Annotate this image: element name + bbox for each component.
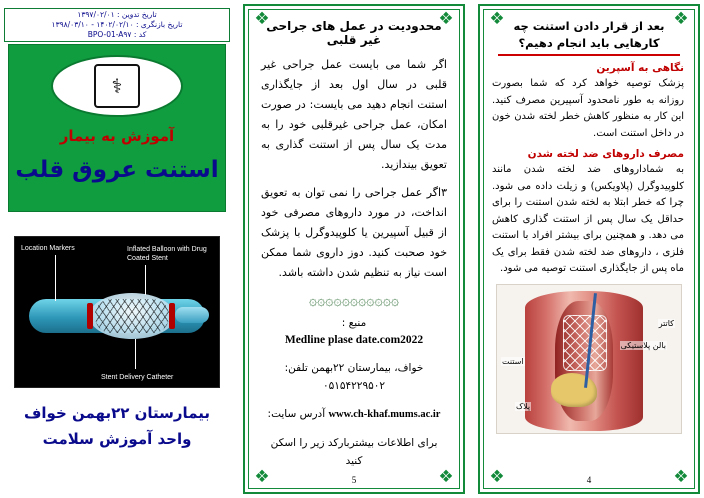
- figure-label-catheter: کاتتر: [658, 318, 674, 328]
- panel-page-4: [478, 4, 700, 494]
- page-number-5: 5: [351, 475, 357, 485]
- panel-cover: [4, 4, 230, 494]
- corner-ornament-icon: ❖: [438, 9, 454, 29]
- corner-ornament-icon: ❖: [673, 467, 689, 487]
- divider-ornament: ۞۞۞۞۞۞۞۞۞۞۞: [308, 293, 400, 309]
- contact-qr-note: برای اطلاعات بیشتربارکد زیر را اسکن کنید: [270, 437, 438, 467]
- contact-website-url[interactable]: www.ch-khaf.mums.ac.ir: [328, 409, 441, 420]
- cover-header-code: کد : BPO-01-A۹۷: [87, 30, 147, 39]
- stent-mesh-shape: [95, 299, 169, 333]
- cover-red-title: آموزش به بیمار: [59, 127, 175, 145]
- corner-ornament-icon: ❖: [254, 9, 270, 29]
- caption-location-markers: Location Markers: [21, 245, 75, 252]
- title-underline: [498, 54, 680, 56]
- leader-line: [135, 339, 136, 369]
- panel-4-title: بعد از قرار دادن استنت چه کارهایی باید انجام دهیم؟: [513, 19, 665, 50]
- contact-phone: خواف، بیمارستان ۲۲بهمن تلفن: ۰۵۱۵۴۲۲۹۵۰۲: [284, 362, 424, 392]
- page-number-4: 4: [586, 475, 592, 485]
- corner-ornament-icon: ❖: [489, 467, 505, 487]
- stent-balloon-catheter-diagram: [14, 236, 220, 388]
- corner-ornament-icon: ❖: [438, 467, 454, 487]
- caption-inflated-balloon: Inflated Balloon with Drug Coated Stent: [127, 246, 207, 262]
- hospital-logo: [51, 55, 183, 117]
- figure-label-stent: استنت: [502, 356, 524, 366]
- source-value: Medline plase date.com2022: [284, 334, 424, 346]
- section-heading-anticoagulant: مصرف داروهای ضد لخته شدن: [527, 148, 684, 160]
- panel-5-title: محدودیت در عمل های جراحی غیر قلبی: [266, 19, 442, 47]
- cover-green-banner: [8, 44, 226, 212]
- cover-footer-hospital: بیمارستان ۲۲بهمن خواف: [23, 404, 211, 422]
- corner-ornament-icon: ❖: [673, 9, 689, 29]
- panel-page-5: [243, 4, 465, 494]
- cover-header-box: [4, 8, 230, 42]
- corner-ornament-icon: ❖: [254, 467, 270, 487]
- source-label: منبع :: [341, 317, 367, 329]
- section-body-anticoagulant: به شماداروهای ضد لخته شدن مانند کلوپیدوگرل (پلاویکس) و زیلت داده می شود. چرا که خطر ابتلا به لخته شدن استنت را برای حداقل یک سال پس از استنت گذاری کاهش می دهد. و همچنین برای بیشتر افراد با استنت فلزی ، داروهای ضد لخته شدن فقط برای یک ماه پس از جایگذاری استنت توصیه می شود.: [492, 164, 684, 274]
- location-marker-proximal: [87, 303, 93, 329]
- contact-website-row: [261, 405, 447, 424]
- caption-delivery-catheter: Stent Delivery Catheter: [101, 374, 174, 381]
- cover-footer-unit: واحد آموزش سلامت: [42, 430, 192, 448]
- hospital-emblem-icon: ⚕: [94, 64, 140, 108]
- contact-website-label: آدرس سایت:: [267, 408, 326, 420]
- artery-stent-plaque-diagram: [496, 284, 682, 434]
- section-heading-aspirin: نگاهی به آسپرین: [596, 62, 684, 74]
- section-body-aspirin: پزشک توصیه خواهد کرد که شما بصورت روزانه به طور نامحدود آسپیرین مصرف کنید. این کار به منظور کاهش خطر لخته شدن خون در داخل استنت است.: [492, 78, 684, 139]
- leader-line: [145, 265, 146, 295]
- cover-footer: [4, 400, 230, 452]
- figure-label-plaque: پلاک: [516, 401, 531, 411]
- figure-label-balloon: بالن پلاستیکی: [620, 340, 666, 350]
- cover-header-line-1: تاریخ تدوین : ۱۳۹۷/۰۲/۰۱: [77, 10, 157, 19]
- leader-line: [55, 255, 56, 301]
- panel-4-inner: [483, 9, 695, 489]
- panel-5-paragraph-2: ۳اگر عمل جراحی را نمی توان به تعویق انداخت، در مورد داروهای مصرفی خود از قبیل آسپیرین یا کلوپیدوگرل با پزشک خود صحبت کنید. دوز داروی شما ممکن است نیاز به تنظیم شدن داشته باشد.: [261, 186, 447, 279]
- panel-5-inner: [248, 9, 460, 489]
- panel-5-paragraph-1: اگر شما می بایست عمل جراحی غیر قلبی در سال اول بعد از جایگذاری استنت انجام دهید می بایست: در صورت امکان، عمل جراحی غیرقلبی خود را به مدت یک سال پس از استنت گذاری به تعویق بیندازید.: [261, 58, 447, 171]
- cover-main-title: استنت عروق قلب: [15, 157, 219, 183]
- stent-mesh-shape: [563, 315, 607, 371]
- corner-ornament-icon: ❖: [489, 9, 505, 29]
- delivery-catheter-shape: [175, 307, 209, 323]
- cover-header-line-2: تاریخ بازنگری : ۱۴۰۲/۰۲/۱۰ - ۱۳۹۸/۰۳/۱۰: [51, 20, 183, 29]
